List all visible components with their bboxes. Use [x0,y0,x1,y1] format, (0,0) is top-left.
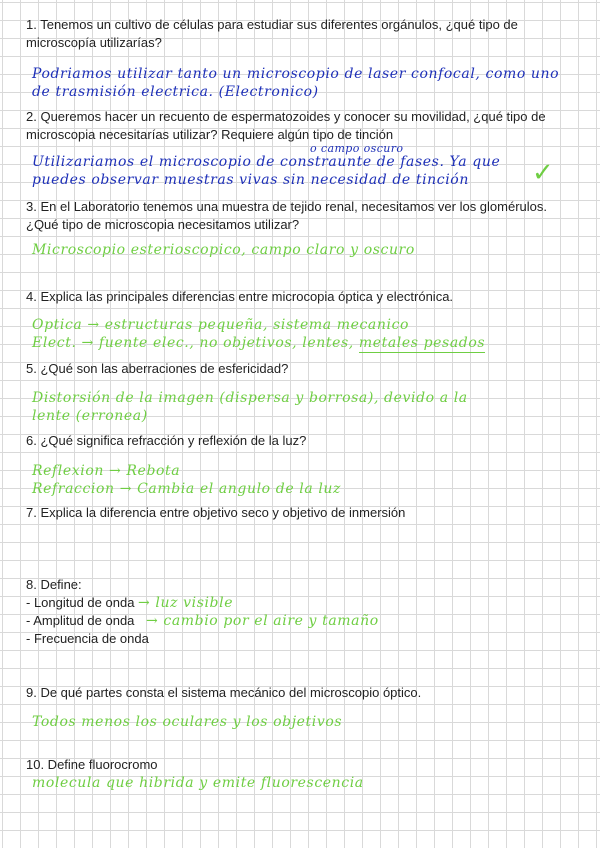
answer-1-line-1: Podriamos utilizar tanto un microscopio de laser confocal, como uno [32,66,560,82]
answer-6-line-2: Refraccion → Cambia el angulo de la luz [32,481,342,497]
answer-4 [32,316,572,352]
answer-9: Todos menos los oculares y los objetivos [32,714,343,730]
answer-4-line-2-a: Elect. → fuente elec., no objetivos, lentes, [32,335,354,351]
question-5: 5. ¿Qué son las aberraciones de esfericidad? [26,361,289,376]
answer-6-line-1: Reflexion → Rebota [32,463,181,479]
checkmark-icon: ✓ [532,158,554,188]
answer-5-line-2: lente (erronea) [32,408,148,424]
answer-4-line-2 [32,334,572,352]
answer-2-note: o campo oscuro [310,142,404,155]
question-1: 1. Tenemos un cultivo de células para estudiar sus diferentes orgánulos, ¿qué tipo de microscopía utilizarías? [26,17,518,50]
answer-3: Microscopio esterioscopico, campo claro y oscuro [32,242,415,258]
answer-2-line-2: puedes observar muestras vivas sin necesidad de tinción [32,172,469,188]
answer-5-line-1: Distorsión de la imagen (dispersa y borrosa), devido a la [32,390,468,406]
question-6: 6. ¿Qué significa refracción y reflexión de la luz? [26,433,307,448]
answer-6 [32,462,572,498]
worksheet [20,0,582,848]
answer-5 [32,389,572,425]
answer-4-underlined: metales pesados [358,335,486,351]
question-10: 10. Define fluorocromo [26,757,158,772]
answer-8-longitud: → luz visible [138,595,234,611]
question-7: 7. Explica la diferencia entre objetivo seco y objetivo de inmersión [26,505,406,520]
question-8-item-longitud: - Longitud de onda [26,595,135,610]
question-3: 3. En el Laboratorio tenemos una muestra de tejido renal, necesitamos ver los glomérulos. ¿Qué tipo de microscopia necesitamos utilizar? [26,199,548,232]
question-2: 2. Queremos hacer un recuento de espermatozoides y conocer su movilidad, ¿qué tipo de microscopia necesitarías utilizar? Requiere algún tipo de tinción [26,109,546,142]
question-9: 9. De qué partes consta el sistema mecánico del microscopio óptico. [26,685,422,700]
answer-10: molecula que hibrida y emite fluorescencia [32,775,364,791]
question-8-item-amplitud: - Amplitud de onda [26,613,135,628]
answer-4-line-1: Optica → estructuras pequeña, sistema mecanico [32,317,410,333]
answer-1-line-2: de trasmisión electrica. (Electronico) [32,84,319,100]
question-4: 4. Explica las principales diferencias entre microcopia óptica y electrónica. [26,289,454,304]
question-8-item-frecuencia: - Frecuencia de onda [26,631,149,646]
answer-8-amplitud: → cambio por el aire y tamaño [146,613,379,629]
answer-1 [32,65,572,101]
answer-2 [32,153,572,189]
question-8: 8. Define: [26,577,82,592]
answer-2-line-1: Utilizariamos el microscopio de constraunte de fases. Ya que [32,154,501,170]
